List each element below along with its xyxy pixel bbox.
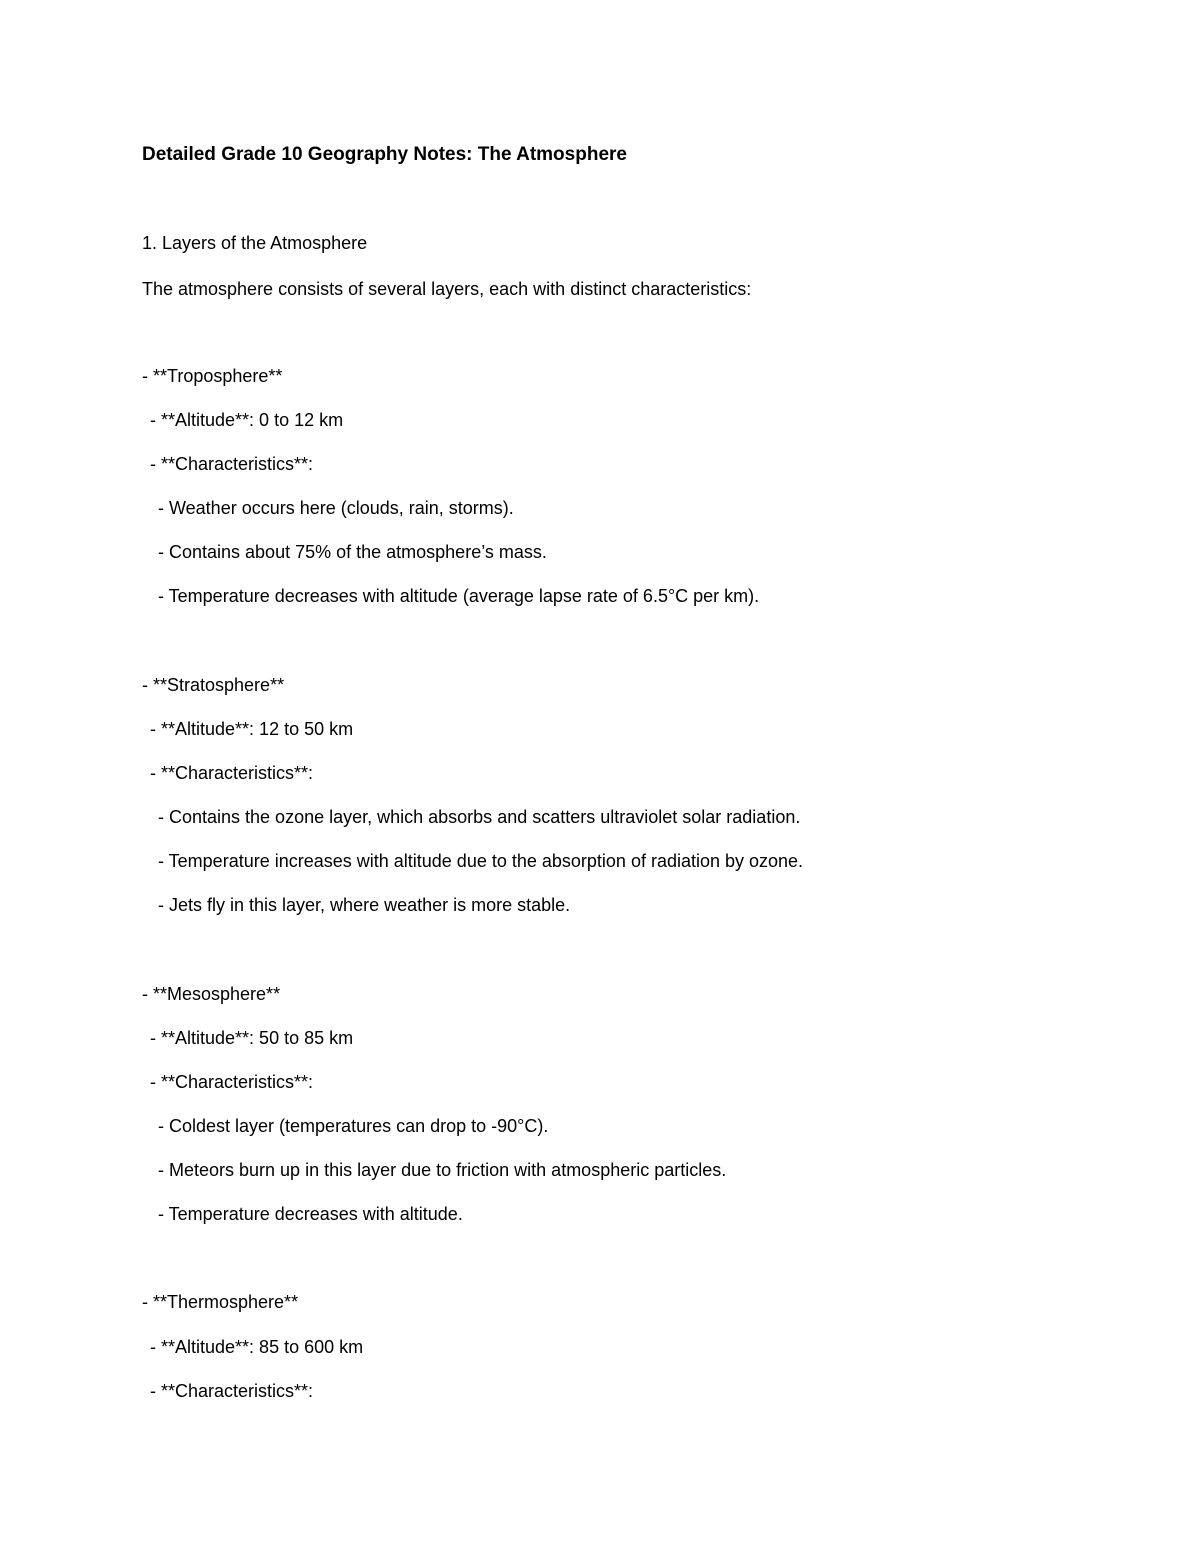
layer-name-thermosphere: - **Thermosphere** [142, 1292, 299, 1312]
layer-characteristics-label: - **Characteristics**: [150, 1072, 314, 1092]
layer-altitude: - **Altitude**: 85 to 600 km [150, 1337, 364, 1357]
intro-paragraph: The atmosphere consists of several layers, each with distinct characteristics: [142, 279, 752, 299]
layer-altitude: - **Altitude**: 50 to 85 km [150, 1028, 354, 1048]
layer-point: - Temperature decreases with altitude (average lapse rate of 6.5°C per km). [158, 586, 760, 606]
layer-point: - Coldest layer (temperatures can drop to -90°C). [158, 1116, 549, 1136]
layer-point: - Contains about 75% of the atmosphere’s mass. [158, 542, 547, 562]
layer-name-stratosphere: - **Stratosphere** [142, 675, 285, 695]
layer-point: - Weather occurs here (clouds, rain, storms). [158, 498, 514, 518]
layer-name-mesosphere: - **Mesosphere** [142, 984, 281, 1004]
layer-altitude: - **Altitude**: 12 to 50 km [150, 719, 354, 739]
layer-characteristics-label: - **Characteristics**: [150, 454, 314, 474]
layer-characteristics-label: - **Characteristics**: [150, 763, 314, 783]
document-title: Detailed Grade 10 Geography Notes: The Atmosphere [142, 144, 627, 165]
layer-point: - Temperature decreases with altitude. [158, 1204, 463, 1224]
section-heading: 1. Layers of the Atmosphere [142, 233, 368, 253]
layer-point: - Meteors burn up in this layer due to friction with atmospheric particles. [158, 1160, 727, 1180]
layer-characteristics-label: - **Characteristics**: [150, 1381, 314, 1401]
layer-point: - Jets fly in this layer, where weather is more stable. [158, 895, 571, 915]
layer-name-troposphere: - **Troposphere** [142, 366, 283, 386]
layer-point: - Contains the ozone layer, which absorbs and scatters ultraviolet solar radiation. [158, 807, 801, 827]
layer-altitude: - **Altitude**: 0 to 12 km [150, 410, 344, 430]
layer-point: - Temperature increases with altitude due to the absorption of radiation by ozone. [158, 851, 804, 871]
